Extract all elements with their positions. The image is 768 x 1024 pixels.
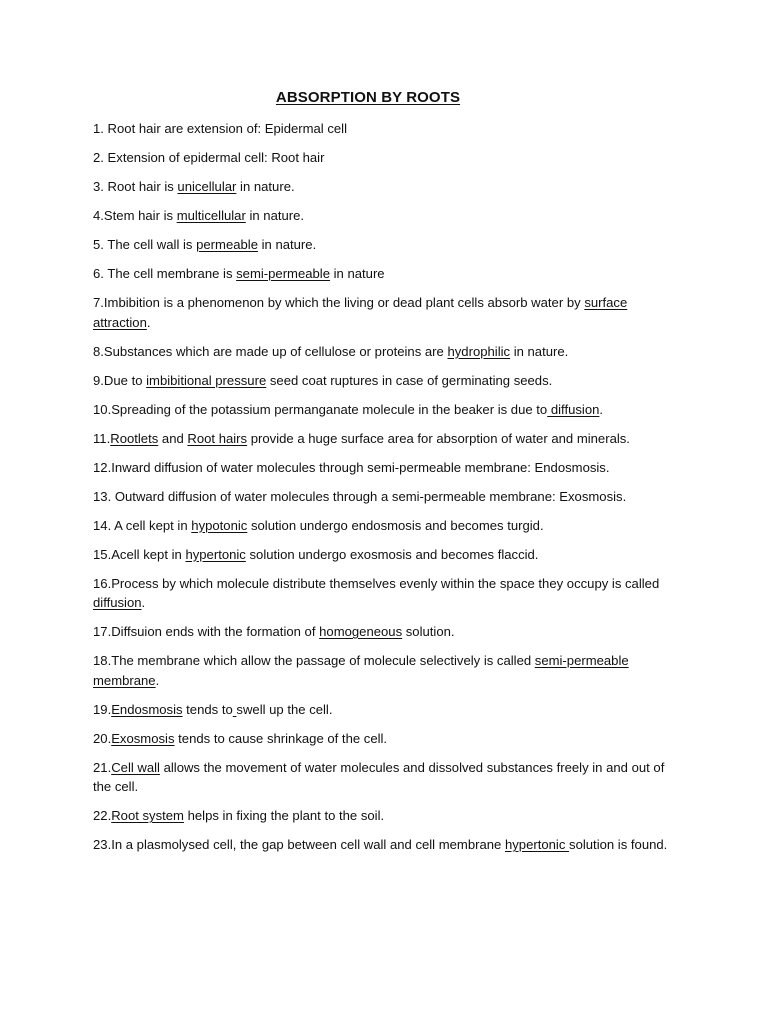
note-item xyxy=(93,806,683,826)
note-text: seed coat ruptures in case of germinating seeds. xyxy=(266,372,553,388)
note-text: 20. xyxy=(93,730,112,746)
note-text: in nature. xyxy=(236,179,295,194)
underlined-answer: hydrophilic xyxy=(447,343,511,359)
note-text: 19. xyxy=(93,701,112,717)
note-item xyxy=(93,758,683,797)
note-text: 1. Root hair are extension of: Epidermal cell xyxy=(93,121,348,136)
note-text: 2. Extension of epidermal cell: Root hair xyxy=(93,150,325,165)
note-item xyxy=(93,574,683,613)
note-text: tends to cause shrinkage of the cell. xyxy=(174,730,388,746)
note-text: 16.Process by which molecule distribute themselves evenly within the space they occupy is called xyxy=(93,575,660,591)
note-text: 9.Due to xyxy=(93,372,147,388)
note-text: provide a huge surface area for absorption of water and minerals. xyxy=(247,430,630,446)
note-text: . xyxy=(141,595,146,610)
note-text: 18.The membrane which allow the passage of molecule selectively is called xyxy=(93,653,535,668)
underlined-answer: diffusion xyxy=(93,595,142,610)
note-text: 17.Diffsuion ends with the formation of xyxy=(93,624,320,639)
underlined-answer: multicellular xyxy=(176,208,246,223)
note-text: 12.Inward diffusion of water molecules through semi-permeable membrane: Endosmosis. xyxy=(93,459,610,475)
underlined-answer: surface attraction xyxy=(93,295,628,330)
note-text: 11. xyxy=(93,430,111,446)
underlined-answer: homogeneous xyxy=(319,624,403,639)
note-item xyxy=(93,622,683,642)
note-text: 5. The cell wall is xyxy=(93,237,197,252)
underlined-answer: Endosmosis xyxy=(111,701,183,717)
note-text: . xyxy=(155,672,160,688)
note-text: . xyxy=(599,401,604,417)
note-item xyxy=(93,119,683,139)
note-text: 23.In a plasmolysed cell, the gap between cell wall and cell membrane xyxy=(93,837,505,852)
page-title: ABSORPTION BY ROOTS xyxy=(275,89,461,106)
note-text: 7.Imbibition is a phenomenon by which the living or dead plant cells absorb water by xyxy=(93,295,585,310)
note-item xyxy=(93,371,683,391)
underlined-answer: Rootlets xyxy=(110,430,159,446)
note-text: tends to xyxy=(182,701,233,717)
note-item xyxy=(93,342,683,362)
note-item xyxy=(93,235,683,255)
note-item xyxy=(93,293,683,332)
underlined-answer: Root hairs xyxy=(187,430,248,446)
note-item xyxy=(93,700,683,720)
note-item xyxy=(93,729,683,749)
note-text: and xyxy=(158,430,188,446)
note-text: 14. A cell kept in xyxy=(93,517,192,533)
underlined-answer: hypertonic xyxy=(185,546,246,562)
note-item xyxy=(93,458,683,478)
underlined-answer: unicellular xyxy=(177,179,237,194)
note-item xyxy=(93,835,683,855)
note-text: swell up the cell. xyxy=(236,701,333,717)
note-text: 3. Root hair is xyxy=(93,179,178,194)
underlined-answer: semi-permeable xyxy=(236,266,330,281)
note-item xyxy=(93,206,683,226)
note-text: solution is found. xyxy=(569,837,668,852)
note-text: in nature. xyxy=(510,343,569,359)
underlined-answer: diffusion xyxy=(547,401,600,417)
note-text: solution undergo exosmosis and becomes flaccid. xyxy=(245,546,539,562)
note-item xyxy=(93,429,683,449)
underlined-answer: Exosmosis xyxy=(111,730,175,746)
note-text: 6. The cell membrane is xyxy=(93,266,237,281)
note-text: in nature xyxy=(330,266,385,281)
note-text: solution. xyxy=(402,624,455,639)
note-text: 22. xyxy=(93,808,112,823)
note-item xyxy=(93,516,683,536)
note-text: 13. Outward diffusion of water molecules through a semi-permeable membrane: Exosmosis. xyxy=(93,488,627,504)
underlined-answer: hypotonic xyxy=(191,517,248,533)
note-item xyxy=(93,264,683,284)
underlined-answer: hypertonic xyxy=(504,837,570,852)
note-text: in nature. xyxy=(257,237,317,252)
underlined-answer: permeable xyxy=(196,237,258,252)
note-text: 10.Spreading of the potassium permanganate molecule in the beaker is due to xyxy=(93,401,548,417)
note-text: . xyxy=(146,314,151,330)
note-item xyxy=(93,545,683,565)
note-text: allows the movement of water molecules and dissolved substances freely in and out of the cell. xyxy=(93,759,665,794)
note-item xyxy=(93,177,683,197)
note-text: 15.Acell kept in xyxy=(93,546,186,562)
note-text: in nature. xyxy=(245,208,305,223)
underlined-answer: imbibitional pressure xyxy=(146,372,267,388)
note-item xyxy=(93,487,683,507)
note-text: solution undergo endosmosis and becomes turgid. xyxy=(247,517,544,533)
note-item xyxy=(93,651,683,690)
note-text: 8.Substances which are made up of cellulose or proteins are xyxy=(93,343,448,359)
underlined-answer: Cell wall xyxy=(111,759,160,775)
note-text: helps in fixing the plant to the soil. xyxy=(183,808,385,823)
underlined-answer: semi-permeable membrane xyxy=(93,653,629,688)
note-item xyxy=(93,148,683,168)
note-text: 21. xyxy=(93,759,112,775)
note-item xyxy=(93,400,683,420)
underlined-answer: Root system xyxy=(111,808,184,823)
note-text: 4.Stem hair is xyxy=(93,208,177,223)
notes-list xyxy=(93,119,683,864)
